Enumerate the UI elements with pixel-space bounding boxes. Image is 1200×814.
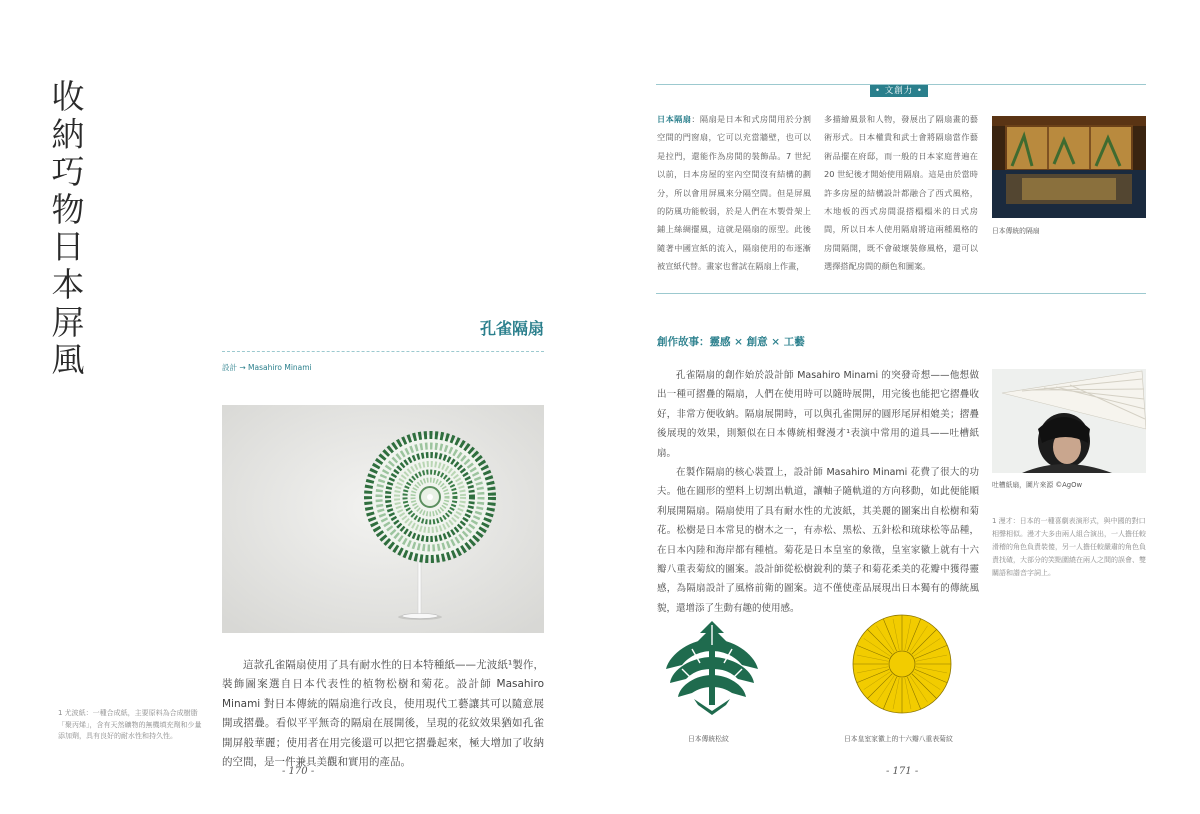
intro-label: 日本隔扇 <box>657 114 692 124</box>
fan-caption: 吐槽紙扇，圖片來源 ©AgOw <box>992 481 1083 489</box>
title-divider <box>222 351 544 352</box>
room-caption: 日本傳統的隔扇 <box>992 227 1040 235</box>
chrysanthemum-crest-icon <box>852 614 952 714</box>
pine-caption: 日本傳統松紋 <box>688 735 729 743</box>
section-badge-wrap <box>870 78 928 97</box>
peacock-screen-photo <box>222 405 544 633</box>
pine-crest-icon <box>662 617 762 717</box>
left-page-number: - 170 - <box>282 766 315 777</box>
room-photo <box>992 116 1146 218</box>
story-paragraph-1: 孔雀隔扇的創作始於設計師 Masahiro Minami 的突發奇想——他想做出一種可摺疊的隔扇，人們在使用時可以隨時展開，用完後也能把它摺疊收好，非常方便收納。隔扇展開時，可以與孔雀開屏的圓形尾屏相媲美；摺疊後展現的效果，則類似在日本傳統相聲漫才¹表演中常用的道具——吐槽紙扇。 <box>657 370 979 459</box>
story-title: 創作故事：靈感 × 創意 × 工藝 <box>657 336 805 348</box>
right-footnote: 1 漫才：日本的一種喜劇表演形式，與中國的對口相聲相似。漫才大多由兩人組合演出，一人擔任較滑稽的角色負責裝傻，另一人擔任較嚴肅的角色負責找碴，大部分的笑點圍繞在兩人之間的誤會、雙關語和諧音字詞上。 <box>992 517 1146 577</box>
paper-fan-photo <box>992 369 1146 473</box>
story-paragraph-2: 在製作隔扇的核心裝置上，設計師 Masahiro Minami 花費了很大的功夫。他在圓形的塑料上切割出軌道，讓軸子隨軌道的方向移動，如此便能順利展開隔扇。隔扇使用了具有耐水性的尤波紙，其美麗的圖案出自松樹和菊花。松樹是日本常見的樹木之一，有赤松、黑松、五針松和琉球松等品種，在日本內陸和海岸都有種植。菊花是日本皇室的象徵，皇室家徽上就有十六瓣八重表菊紋的圖案。設計師從松樹銳利的葉子和菊花柔美的花瓣中獲得靈感，為隔扇設計了風格前衛的圖案。這不僅使產品展現出日本獨有的傳統風貌，還增添了生動有趣的使用感。 <box>657 467 979 614</box>
chrysanthemum-caption: 日本皇室家徽上的十六瓣八重表菊紋 <box>844 735 953 743</box>
right-page-number: - 171 - <box>886 766 919 777</box>
designer-credit: 設計 → Masahiro Minami <box>222 363 312 372</box>
section-rule <box>656 293 1146 294</box>
story-text <box>657 366 979 618</box>
left-body-text: 這款孔雀隔扇使用了具有耐水性的日本特種紙——尤波紙¹製作，裝飾圖案選自日本代表性的植物松樹和菊花。設計師 Masahiro Minami 對日本傳統的隔扇進行改良，使用現代工藝讓其可以隨意展開或摺疊。看似平平無奇的隔扇在展開後，呈現的花紋效果猶如孔雀開屏般華麗；使用者在用完後還可以把它摺疊起來，極大增加了收納的空間，是一件兼具美觀和實用的產品。 <box>222 659 544 769</box>
intro-column-1-text: ：隔扇是日本和式房間用於分割空間的門窗扇，它可以充當牆壁，也可以是拉門，還能作為房間的裝飾品。7 世紀以前，日本房屋的室內空間沒有結構的劃分，所以會用屏風來分隔空間。但是屏風的防風功能較弱，於是人們在木製骨架上鋪上絲綢擺風，這就是隔扇的原型。此後隨著中國宣紙的流入，隔扇使用的布逐漸被宣紙代替。畫家也嘗試在隔扇上作畫， <box>657 114 811 272</box>
article-title: 孔雀隔扇 <box>479 319 544 338</box>
left-footnote: 1 尤波紙：一種合成紙，主要原料為合成樹脂「聚丙烯」，含有天然礦物的無機填充劑和少量添加劑，具有良好的耐水性和持久性。 <box>58 709 202 740</box>
section-badge: • 文創力 • <box>870 85 928 97</box>
intro-column-1 <box>657 110 811 276</box>
vertical-title: 收納巧物日本屏風 <box>51 77 85 380</box>
intro-column-2: 多描繪風景和人物，發展出了隔扇畫的藝術形式。日本權貴和武士會將隔扇當作藝術品擺在府邸，而一般的日本家庭普遍在 20 世紀後才開始使用隔扇。這是由於當時許多房屋的結構設計都融合了西式風格，木地板的西式房間混搭榻榻米的日式房間，所以日本人使用隔扇將這兩種風格的房間隔開，既不會破壞裝修風格，還可以選擇搭配房間的顏色和圖案。 <box>824 114 978 272</box>
